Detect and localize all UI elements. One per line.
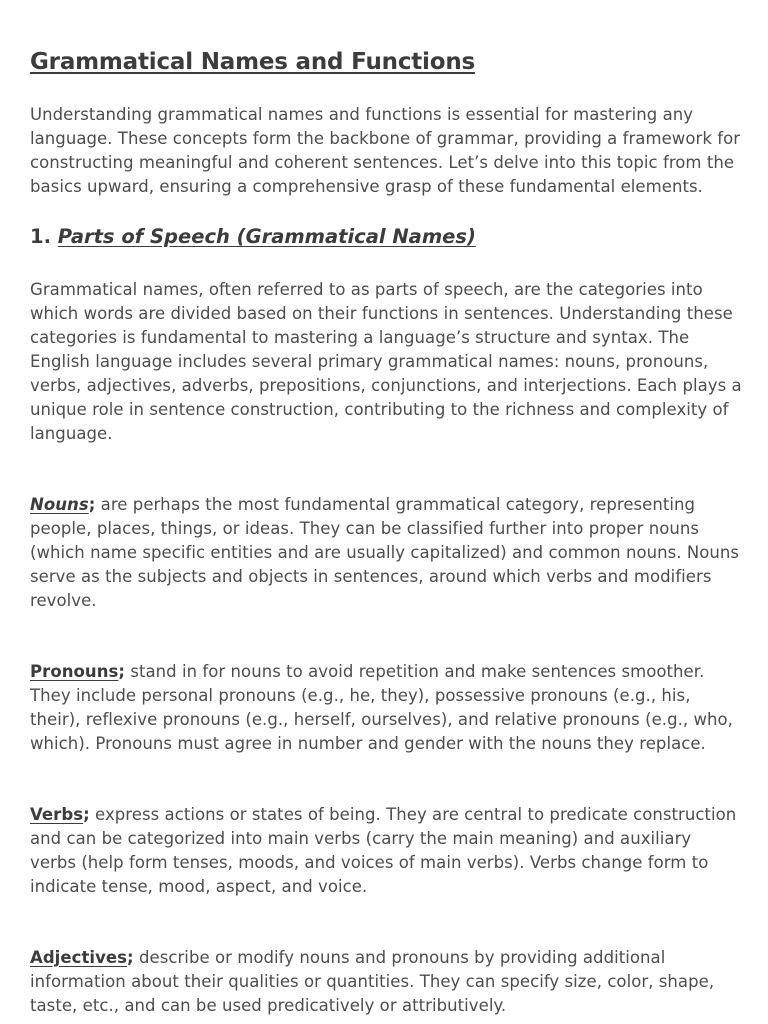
term-separator: ; <box>83 805 90 824</box>
term-paragraph-nouns <box>30 493 742 613</box>
term-description: describe or modify nouns and pronouns by providing additional information about their qualities or quantities. They can specify size, color, shape, taste, etc., and can be used predicatively or attributively. <box>30 948 715 1015</box>
term-paragraph-verbs <box>30 803 742 899</box>
term-paragraph-pronouns <box>30 660 742 756</box>
term-separator: ; <box>118 662 126 681</box>
term-description: are perhaps the most fundamental grammatical category, representing people, places, things, or ideas. They can be classified further into proper nouns (which name specific entities and are usually capitalized) and common nouns. Nouns serve as the subjects and objects in sentences, around which verbs and modifiers revolve. <box>30 495 740 610</box>
section-body-paragraph: Grammatical names, often referred to as parts of speech, are the categories into which words are divided based on their functions in sentences. Understanding these categories is fundamental to mastering a language’s structure and syntax. The English language includes several primary grammatical names: nouns, pronouns, verbs, adjectives, adverbs, prepositions, conjunctions, and interjections. Each plays a unique role in sentence construction, contributing to the richness and complexity of language. <box>30 280 742 443</box>
term-pronouns[interactable]: Pronouns <box>30 662 119 681</box>
document-page <box>30 46 742 1018</box>
term-adjectives[interactable]: Adjectives <box>30 948 128 967</box>
term-separator: ; <box>88 495 96 514</box>
section-heading-link[interactable]: Parts of Speech (Grammatical Names) <box>57 225 476 248</box>
term-separator: ; <box>127 948 134 967</box>
section-number: 1. <box>30 225 51 248</box>
section-heading-parts-of-speech <box>30 223 742 251</box>
intro-paragraph: Understanding grammatical names and functions is essential for mastering any language. These concepts form the backbone of grammar, providing a framework for constructing meaningful and coherent sentences. Let’s delve into this topic from the basics upward, ensuring a comprehensive grasp of these fundamental elements. <box>30 105 741 196</box>
page-title: Grammatical Names and Functions <box>30 49 476 75</box>
term-paragraph-adjectives <box>30 946 742 1018</box>
term-description: stand in for nouns to avoid repetition and make sentences smoother. They include personal pronouns (e.g., he, they), possessive pronouns (e.g., his, their), reflexive pronouns (e.g., herself, ourselves), and relative pronouns (e.g., who, which). Pronouns must agree in number and gender with the nouns they replace. <box>30 662 733 753</box>
term-nouns[interactable]: Nouns <box>30 495 89 514</box>
term-description: express actions or states of being. They are central to predicate construction and can be categorized into main verbs (carry the main meaning) and auxiliary verbs (help form tenses, moods, and voices of main verbs). Verbs change form to indicate tense, mood, aspect, and voice. <box>30 805 737 896</box>
term-verbs[interactable]: Verbs <box>30 805 84 824</box>
